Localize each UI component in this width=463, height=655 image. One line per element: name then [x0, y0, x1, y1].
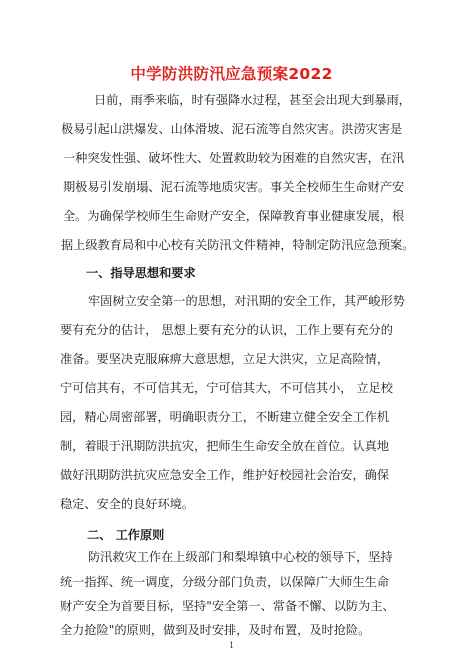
document-title: 中学防洪防汛应急预案2022 [130, 65, 333, 83]
paragraph-line: 稳定、安全的良好环境。 [60, 497, 195, 511]
paragraph-line: 期极易引发崩塌、泥石流等地质灾害。事关全校师生生命财产安 [63, 180, 405, 194]
paragraph-line: 极易引起山洪爆发、山体滑坡、泥石流等自然灾害。洪涝灾害是 [61, 122, 403, 136]
paragraph-line: 园，精心周密部署，明确职责分工，不断建立健全安全工作机 [60, 410, 390, 424]
paragraph-line: 统一指挥、统一调度，分级分部门负责，以保障广大师生生命 [60, 575, 390, 589]
paragraph-line: 全力抢险"的原则，做到及时安排，及时布置，及时抢险。 [60, 623, 371, 637]
section-heading: 二、 工作原则 [87, 528, 165, 542]
paragraph-line: 财产安全为首要目标，坚持"安全第一、常备不懈、以防为主、 [60, 599, 395, 613]
paragraph-line: 牢固树立安全第一的思想，对汛期的安全工作，其严峻形势 [88, 294, 405, 308]
paragraph-line: 防汛救灾工作在上级部门和梨埠镇中心校的领导下，坚持 [88, 550, 393, 564]
paragraph-line: 日前，雨季来临，时有强降水过程，甚至会出现大到暴雨， [94, 93, 411, 107]
paragraph-line: 据上级教育局和中心校有关防汛文件精神，特制定防汛应急预案。 [61, 238, 415, 252]
paragraph-line: 一种突发性强、破坏性大、处置救助较为困难的自然灾害，在汛 [63, 151, 405, 165]
paragraph-line: 宁可信其有，不可信其无，宁可信其大，不可信其小， 立足校 [60, 381, 393, 395]
paragraph-line: 要有充分的估计， 思想上要有充分的认识，工作上要有充分的 [60, 323, 393, 337]
paragraph-line: 准备。要坚决克服麻痹大意思想，立足大洪灾，立足高险情， [60, 352, 390, 366]
paragraph-line: 做好汛期防洪抗灾应急安全工作，维护好校园社会治安，确保 [60, 468, 390, 482]
paragraph-line: 全。为确保学校师生生命财产安全，保障教育事业健康发展，根 [63, 209, 405, 223]
paragraph-line: 制，着眼于汛期防洪抗灾，把师生生命安全放在首位。认真地 [60, 439, 390, 453]
page-number: 1 [228, 641, 235, 650]
section-heading: 一、指导思想和要求 [86, 266, 196, 280]
